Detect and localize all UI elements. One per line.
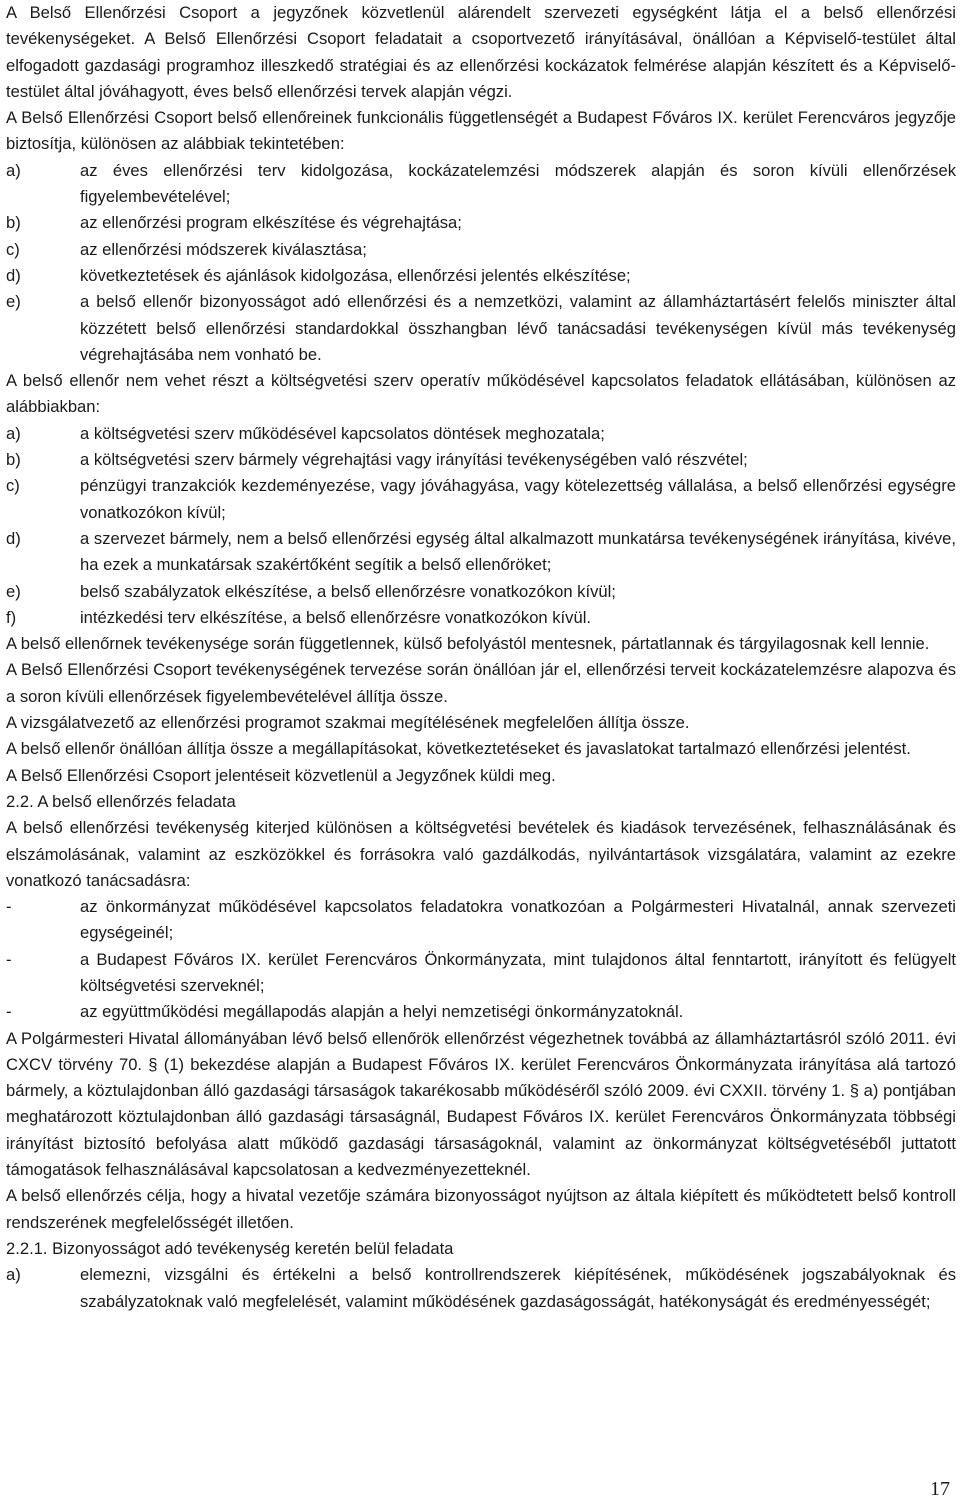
list-item-text: az önkormányzat működésével kapcsolatos feladatokra vonatkozóan a Polgármesteri Hivatalnál, annak szervezeti egységeinél; xyxy=(80,897,956,943)
list-item xyxy=(6,605,956,631)
list-item-text: pénzügyi tranzakciók kezdeményezése, vagy jóváhagyása, vagy kötelezettség vállalása, a belső ellenőrzési egységre vonatkozókon kívül; xyxy=(80,476,956,522)
list-item xyxy=(6,579,956,605)
list-item xyxy=(6,947,956,1000)
list-item xyxy=(6,894,956,947)
list-marker: f) xyxy=(6,607,17,627)
list-item-text: a belső ellenőr bizonyosságot adó ellenőrzési és a nemzetközi, valamint az államháztartásért felelős miniszter által közzétett belső ellenőrzési standardokkal összhangban lévő tanácsadási tevékenységen kívül más tevékenység végrehajtásába nem vonható be. xyxy=(80,292,956,364)
list-item xyxy=(6,999,956,1025)
body-paragraph: A Belső Ellenőrzési Csoport tevékenységének tervezése során önállóan jár el, ellenőrzési terveit kockázatelemzésre alapozva és a soron kívüli ellenőrzések figyelembevételével állítja össze. xyxy=(6,660,956,706)
list-item-text: az ellenőrzési program elkészítése és végrehajtása; xyxy=(80,213,462,233)
list-item xyxy=(6,421,956,447)
intro-paragraph-2: A Belső Ellenőrzési Csoport belső ellenőreinek funkcionális függetlenségét a Budapest Főváros IX. kerület Ferencváros jegyzője biztosítja, különösen az alábbiak tekintetében: xyxy=(6,108,956,154)
list-marker: a) xyxy=(6,423,21,443)
list-item-text: az ellenőrzési módszerek kiválasztása; xyxy=(80,239,367,259)
list-item xyxy=(6,447,956,473)
list-item xyxy=(6,263,956,289)
list-item-text: következtetések és ajánlások kidolgozása, ellenőrzési jelentés elkészítése; xyxy=(80,265,631,285)
list-item xyxy=(6,158,956,211)
list-item-text: a Budapest Főváros IX. kerület Ferencváros Önkormányzata, mint tulajdonos által fenntartott, irányított és felügyelt költségvetési szerveknél; xyxy=(80,949,956,995)
body-paragraph: A Belső Ellenőrzési Csoport jelentéseit közvetlenül a Jegyzőnek küldi meg. xyxy=(6,765,556,785)
list-item xyxy=(6,1262,956,1315)
list-marker: e) xyxy=(6,581,21,601)
list-marker: e) xyxy=(6,292,21,312)
list-item-text: a szervezet bármely, nem a belső ellenőrzési egység által alkalmazott munkatársa tevékenységének irányítása, kivéve, ha ezek a munkatársak szakértőként segítik a belső ellenőröket; xyxy=(80,528,956,575)
list-item-text: a költségvetési szerv bármely végrehajtási vagy irányítási tevékenységében való részvétel; xyxy=(80,450,748,470)
list-marker: - xyxy=(6,1002,12,1022)
page-number: 17 xyxy=(930,1478,950,1500)
body-paragraph: A Polgármesteri Hivatal állományában lévő belső ellenőrök ellenőrzést végezhetnek továbbá az államháztartásról szóló 2011. évi CXCV törvény 70. § (1) bekezdése alapján a Budapest Főváros IX. kerület Ferencváros Önkormányzata irányítása alá tartozó bármely, a köztulajdonban álló gazdasági társaságok takarékosabb működéséről szóló 2009. évi CXXII. törvény 1. § a) pontjában meghatározott köztulajdonban álló gazdasági társaságnál, Budapest Főváros IX. kerület Ferencváros Önkormányzata többségi irányítást biztosító befolyása alatt működő gazdasági társaságoknál, valamint az önkormányzat költségvetéséből juttatott támogatások felhasználásával kapcsolatosan a kedvezményezetteknél. xyxy=(6,1028,956,1180)
list-marker: a) xyxy=(6,160,21,180)
list-marker: a) xyxy=(6,1265,21,1285)
body-paragraph: A vizsgálatvezető az ellenőrzési programot szakmai megítélésének megfelelően állítja össze. xyxy=(6,713,690,733)
list-item-text: elemezni, vizsgálni és értékelni a belső kontrollrendszerek kiépítésének, működésének jogszabályoknak és szabályzatoknak való megfelelését, valamint működésének gazdaságosságát, hatékonyságát és eredményességét; xyxy=(80,1265,956,1311)
list-item xyxy=(6,526,956,579)
section-heading-2-2: 2.2. A belső ellenőrzés feladata xyxy=(6,791,236,811)
operative-paragraph: A belső ellenőr nem vehet részt a költségvetési szerv operatív működésével kapcsolatos feladatok ellátásában, különösen az alábbiakban: xyxy=(6,371,956,417)
list-marker: b) xyxy=(6,450,21,470)
list-marker: b) xyxy=(6,213,21,233)
list-marker: - xyxy=(6,897,12,917)
operative-list xyxy=(6,421,956,631)
list-item xyxy=(6,289,956,368)
list-item-text: intézkedési terv elkészítése, a belső ellenőrzésre vonatkozókon kívül. xyxy=(80,607,591,627)
body-paragraph: A belső ellenőr önállóan állítja össze a megállapításokat, következtetéseket és javaslatokat tartalmazó ellenőrzési jelentést. xyxy=(6,739,911,759)
list-marker: c) xyxy=(6,476,20,496)
list-marker: d) xyxy=(6,265,21,285)
section-heading-2-2-1: 2.2.1. Bizonyosságot adó tevékenység keretén belül feladata xyxy=(6,1238,454,1258)
document-page xyxy=(6,0,956,1315)
independence-list xyxy=(6,158,956,368)
list-marker: - xyxy=(6,949,12,969)
list-item xyxy=(6,237,956,263)
body-paragraph: A belső ellenőrzés célja, hogy a hivatal vezetője számára bizonyosságot nyújtson az általa kiépített és működtetett belső kontroll rendszerének megfelelősségét illetően. xyxy=(6,1186,956,1232)
list-item-text: az együttműködési megállapodás alapján a helyi nemzetiségi önkormányzatoknál. xyxy=(80,1002,684,1022)
intro-paragraph-1: A Belső Ellenőrzési Csoport a jegyzőnek közvetlenül alárendelt szervezeti egységként látja el a belső ellenőrzési tevékenységeket. A Belső Ellenőrzési Csoport feladatait a csoportvezető irányításával, önállóan a Képviselő-testület által elfogadott gazdasági programhoz illeszkedő stratégiai és az ellenőrzési kockázatok felmérése alapján készített és a Képviselő-testület által jóváhagyott, éves belső ellenőrzési tervek alapján végzi. xyxy=(6,3,956,101)
list-item-text: a költségvetési szerv működésével kapcsolatos döntések meghozatala; xyxy=(80,423,605,443)
assurance-list xyxy=(6,1262,956,1315)
list-marker: c) xyxy=(6,239,20,259)
list-item xyxy=(6,473,956,526)
list-marker: d) xyxy=(6,528,21,548)
list-item-text: belső szabályzatok elkészítése, a belső ellenőrzésre vonatkozókon kívül; xyxy=(80,581,616,601)
list-item xyxy=(6,210,956,236)
scope-list xyxy=(6,894,956,1025)
scope-paragraph: A belső ellenőrzési tevékenység kiterjed különösen a költségvetési bevételek és kiadások tervezésének, felhasználásának és elszámolásának, valamint az eszközökkel és forrásokra való gazdálkodás, nyilvántartások vizsgálatára, valamint az ezekre vonatkozó tanácsadásra: xyxy=(6,818,956,890)
body-paragraph: A belső ellenőrnek tevékenysége során függetlennek, külső befolyástól mentesnek, pártatlannak és tárgyilagosnak kell lennie. xyxy=(6,634,930,654)
list-item-text: az éves ellenőrzési terv kidolgozása, kockázatelemzési módszerek alapján és soron kívüli ellenőrzések figyelembevételével; xyxy=(80,160,956,207)
